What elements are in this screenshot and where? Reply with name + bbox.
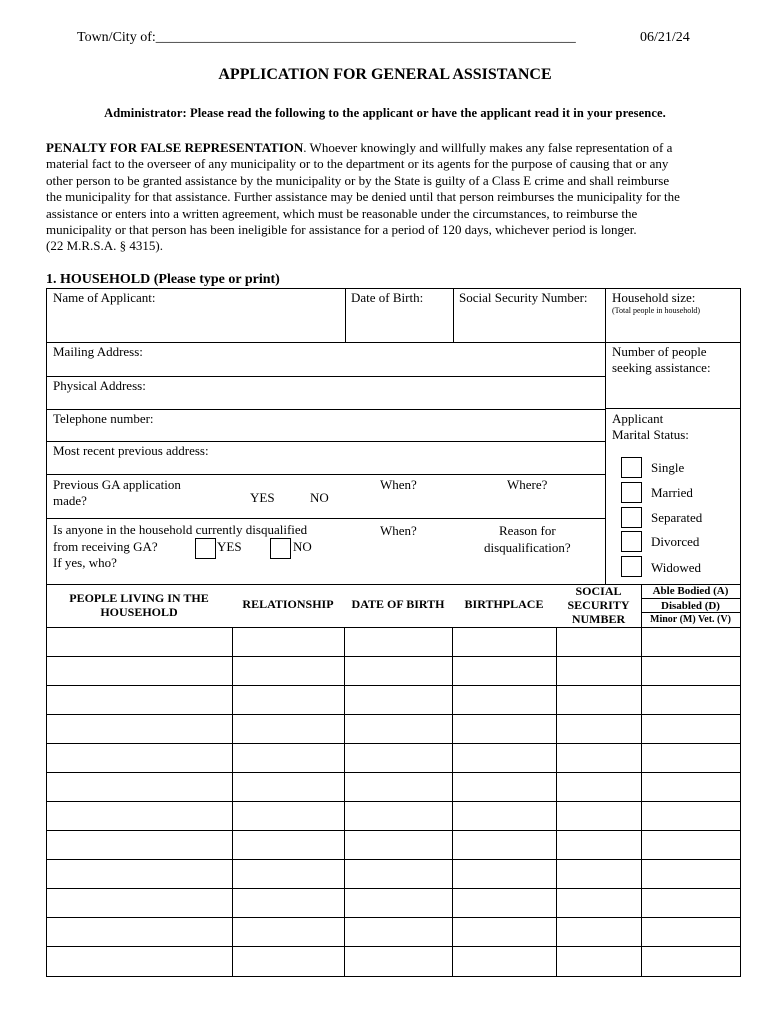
table-row[interactable] xyxy=(47,657,740,685)
previous-address-label: Most recent previous address: xyxy=(53,443,209,458)
prev-ga-no-option[interactable]: NO xyxy=(310,490,329,505)
marital-single-checkbox[interactable] xyxy=(621,457,642,478)
physical-address-label: Physical Address: xyxy=(53,378,146,393)
marital-separated-label: Separated xyxy=(651,510,703,525)
col-people-header xyxy=(46,591,232,619)
col-status-disabled: Disabled (D) xyxy=(661,600,720,612)
col-relationship-header: RELATIONSHIP xyxy=(242,597,334,611)
reason-label-1: Reason for xyxy=(499,523,556,538)
penalty-paragraph xyxy=(46,140,736,255)
town-city-label: Town/City of: xyxy=(77,30,156,45)
admin-note: Administrator: Please read the following to the applicant or have the applicant read it in your presence. xyxy=(104,106,666,120)
col-ssn-line-1: SOCIAL xyxy=(575,584,622,598)
mailing-address-label: Mailing Address: xyxy=(53,344,143,359)
marital-widowed-checkbox[interactable] xyxy=(621,556,642,577)
penalty-line: assistance or enters into a written agreement, which must be reasonable under the circumstances, to reimburse the xyxy=(46,205,638,221)
penalty-heading: PENALTY FOR FALSE REPRESENTATION xyxy=(46,140,304,155)
reason-label-2: disqualification? xyxy=(484,540,571,555)
penalty-line: other person to be granted assistance by the municipality or by the State is guilty of a Class E crime and shall reimburse xyxy=(46,172,670,188)
penalty-line: the municipality for that assistance. Further assistance may be denied until that person reimburses the municipality for the xyxy=(46,189,680,205)
marital-widowed-label: Widowed xyxy=(651,560,702,575)
prev-ga-yes-option[interactable]: YES xyxy=(250,490,275,505)
marital-separated-checkbox[interactable] xyxy=(621,507,642,528)
table-row[interactable] xyxy=(47,860,740,888)
col-dob-header: DATE OF BIRTH xyxy=(351,597,445,611)
penalty-line: municipality or that person has been ineligible for assistance for a period of 120 days, whichever period is longer. xyxy=(46,222,637,238)
disqualified-no-label: NO xyxy=(293,539,312,554)
town-city-field[interactable] xyxy=(77,30,576,46)
col-ssn-line-2: SECURITY xyxy=(567,598,630,612)
prev-ga-where-label: Where? xyxy=(507,477,548,492)
disqualified-label-3: If yes, who? xyxy=(53,555,117,570)
table-row[interactable] xyxy=(47,889,740,917)
col-status-able: Able Bodied (A) xyxy=(652,585,729,597)
ssn-label: Social Security Number: xyxy=(459,290,588,305)
table-row[interactable] xyxy=(47,918,740,946)
disqualified-yes-checkbox[interactable] xyxy=(195,538,216,559)
household-size-note: (Total people in household) xyxy=(612,306,701,315)
disqualified-yes-label: YES xyxy=(217,539,242,554)
col-ssn-header xyxy=(556,584,641,626)
disqualified-when-label: When? xyxy=(380,523,417,538)
table-row[interactable] xyxy=(47,715,740,743)
disqualified-label-1: Is anyone in the household currently disqualified xyxy=(53,522,308,537)
page-title: APPLICATION FOR GENERAL ASSISTANCE xyxy=(218,66,552,83)
disqualified-no-checkbox[interactable] xyxy=(270,538,291,559)
disqualified-label-2: from receiving GA? xyxy=(53,539,158,554)
telephone-label: Telephone number: xyxy=(53,411,154,426)
table-row[interactable] xyxy=(47,802,740,830)
col-birthplace-header: BIRTHPLACE xyxy=(464,597,544,611)
table-row[interactable] xyxy=(47,686,740,714)
col-status-minor-vet: Minor (M) Vet. (V) xyxy=(650,614,731,625)
table-row[interactable] xyxy=(47,744,740,772)
penalty-line: (22 M.R.S.A. § 4315). xyxy=(46,238,164,254)
prev-ga-when-label: When? xyxy=(380,477,417,492)
people-seeking-label-2: seeking assistance: xyxy=(612,360,711,375)
section-household-title: 1. HOUSEHOLD (Please type or print) xyxy=(46,272,280,287)
marital-status-label-2: Marital Status: xyxy=(612,427,689,442)
prev-ga-label-2: made? xyxy=(53,493,87,508)
marital-divorced-checkbox[interactable] xyxy=(621,531,642,552)
col-ssn-line-3: NUMBER xyxy=(571,612,626,626)
household-size-label: Household size: xyxy=(612,290,696,305)
col-people-line-2: HOUSEHOLD xyxy=(100,605,178,619)
people-seeking-label-1: Number of people xyxy=(612,344,707,359)
table-row[interactable] xyxy=(47,947,740,976)
prev-ga-label-1: Previous GA application xyxy=(53,477,181,492)
table-row[interactable] xyxy=(47,773,740,801)
marital-single-label: Single xyxy=(651,460,685,475)
form-date: 06/21/24 xyxy=(640,30,690,45)
name-of-applicant-label: Name of Applicant: xyxy=(53,290,156,305)
col-people-line-1: PEOPLE LIVING IN THE xyxy=(69,591,209,605)
marital-married-label: Married xyxy=(651,485,693,500)
table-row[interactable] xyxy=(47,831,740,859)
penalty-line: . Whoever knowingly and willfully makes any false representation of a xyxy=(303,140,673,155)
marital-divorced-label: Divorced xyxy=(651,534,700,549)
penalty-line: material fact to the overseer of any municipality or to the department or its agents for the purpose of causing that or any xyxy=(46,156,669,172)
date-of-birth-label: Date of Birth: xyxy=(351,290,424,305)
table-row[interactable] xyxy=(47,628,740,656)
marital-status-label-1: Applicant xyxy=(612,411,664,426)
marital-married-checkbox[interactable] xyxy=(621,482,642,503)
town-city-line: ____________________________________________________________ xyxy=(155,30,576,45)
